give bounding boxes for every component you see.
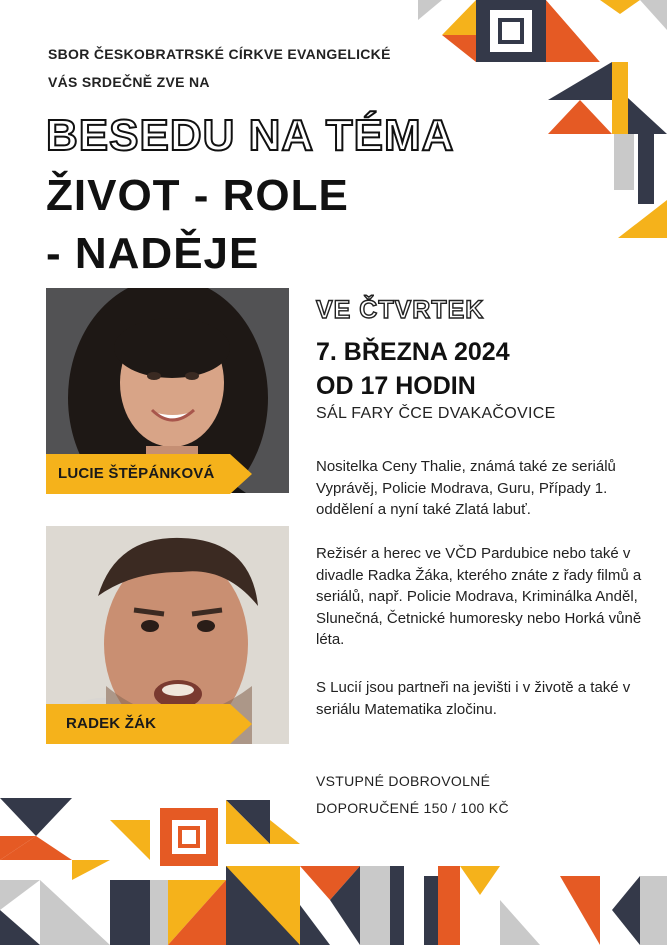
description-couple: S Lucií jsou partneři na jevišti i v životě a také v seriálu Matematika zločinu. [316,679,631,718]
title-line-3: - NADĚJE [46,229,260,278]
event-time: OD 17 HODIN [316,372,476,400]
top-pattern [418,0,667,238]
event-date: 7. BŘEZNA 2024 [316,338,510,366]
title-line-2: ŽIVOT - ROLE [46,171,349,220]
event-day: VE ČTVRTEK [316,296,485,324]
event-venue: SÁL FARY ČCE DVAKAČOVICE [316,405,556,422]
admission-line-2: DOPORUČENÉ 150 / 100 KČ [316,800,509,816]
guest-name-lucie: LUCIE ŠTĚPÁNKOVÁ [58,465,215,482]
description-lucie: Nositelka Ceny Thalie, známá také ze seriálů Vyprávěj, Policie Modrava, Guru, Případy 1. oddělení a nyní také Zlatá labuť. [316,458,616,518]
description-radek: Režisér a herec ve VČD Pardubice nebo také v divadle Radka Žáka, kterého znáte z řady filmů a seriálů, např. Policie Modrava, Kriminálka Anděl, Slunečná, Četnické humoresky nebo Horká vůně léta. [316,545,642,648]
guest-name-radek: RADEK ŽÁK [66,715,157,732]
intro-text [48,40,391,96]
title-line-1: BESEDU NA TÉMA [46,111,455,160]
admission [316,768,509,822]
admission-line-1: VSTUPNÉ DOBROVOLNÉ [316,773,491,789]
intro-line-1: SBOR ČESKOBRATRSKÉ CÍRKVE EVANGELICKÉ [48,46,391,62]
intro-line-2: VÁS SRDEČNĚ ZVE NA [48,74,210,90]
